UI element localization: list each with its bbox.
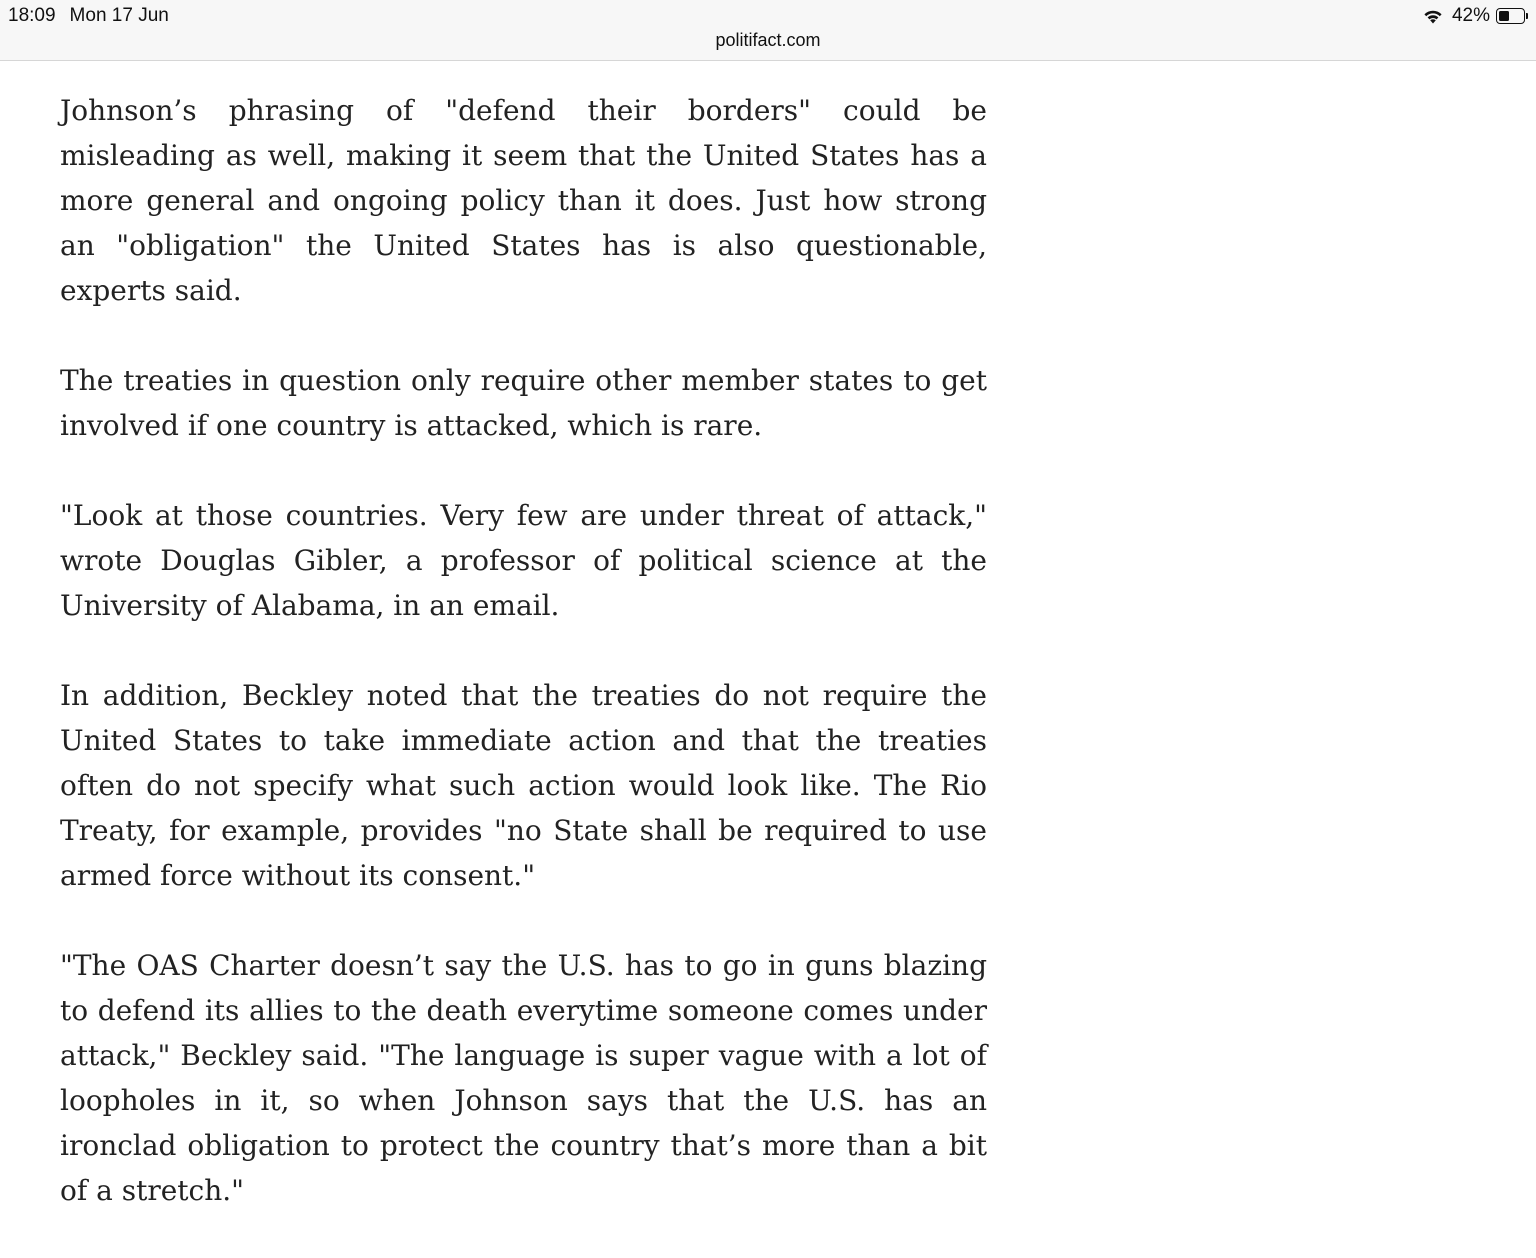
- status-date: Mon 17 Jun: [69, 5, 169, 26]
- url-bar[interactable]: politifact.com: [715, 30, 821, 50]
- article-paragraph: In addition, Beckley noted that the treaties do not require the United States to take immediate action and that the treaties often do not specify what such action would look like. The Rio Treaty, for example, provides "no State shall be required to use armed force without its consent.": [60, 679, 987, 892]
- article-paragraph: Johnson’s phrasing of "defend their borders" could be misleading as well, making it seem that the United States has a more general and ongoing policy than it does. Just how strong an "obligation" the United States has is also questionable, experts said.: [60, 94, 987, 307]
- battery-percent: 42%: [1451, 5, 1490, 26]
- article-body: [60, 88, 987, 1258]
- status-bar: [0, 0, 1536, 61]
- status-indicators: [1422, 5, 1528, 27]
- status-time-date: [8, 5, 169, 27]
- article-paragraph: "Look at those countries. Very few are under threat of attack," wrote Douglas Gibler, a professor of political science at the University of Alabama, in an email.: [60, 499, 987, 622]
- article-paragraph: The treaties in question only require other member states to get involved if one country is attacked, which is rare.: [60, 364, 987, 442]
- battery-fill: [1499, 11, 1509, 21]
- battery-icon: [1496, 8, 1528, 24]
- article-paragraph: "The OAS Charter doesn’t say the U.S. has to go in guns blazing to defend its allies to the death everytime someone comes under attack," Beckley said. "The language is super vague with a lot of loopholes in it, so when Johnson says that the U.S. has an ironclad obligation to protect the country that’s more than a bit of a stretch.": [60, 949, 987, 1207]
- wifi-icon: [1422, 7, 1444, 25]
- status-time: 18:09: [8, 5, 56, 26]
